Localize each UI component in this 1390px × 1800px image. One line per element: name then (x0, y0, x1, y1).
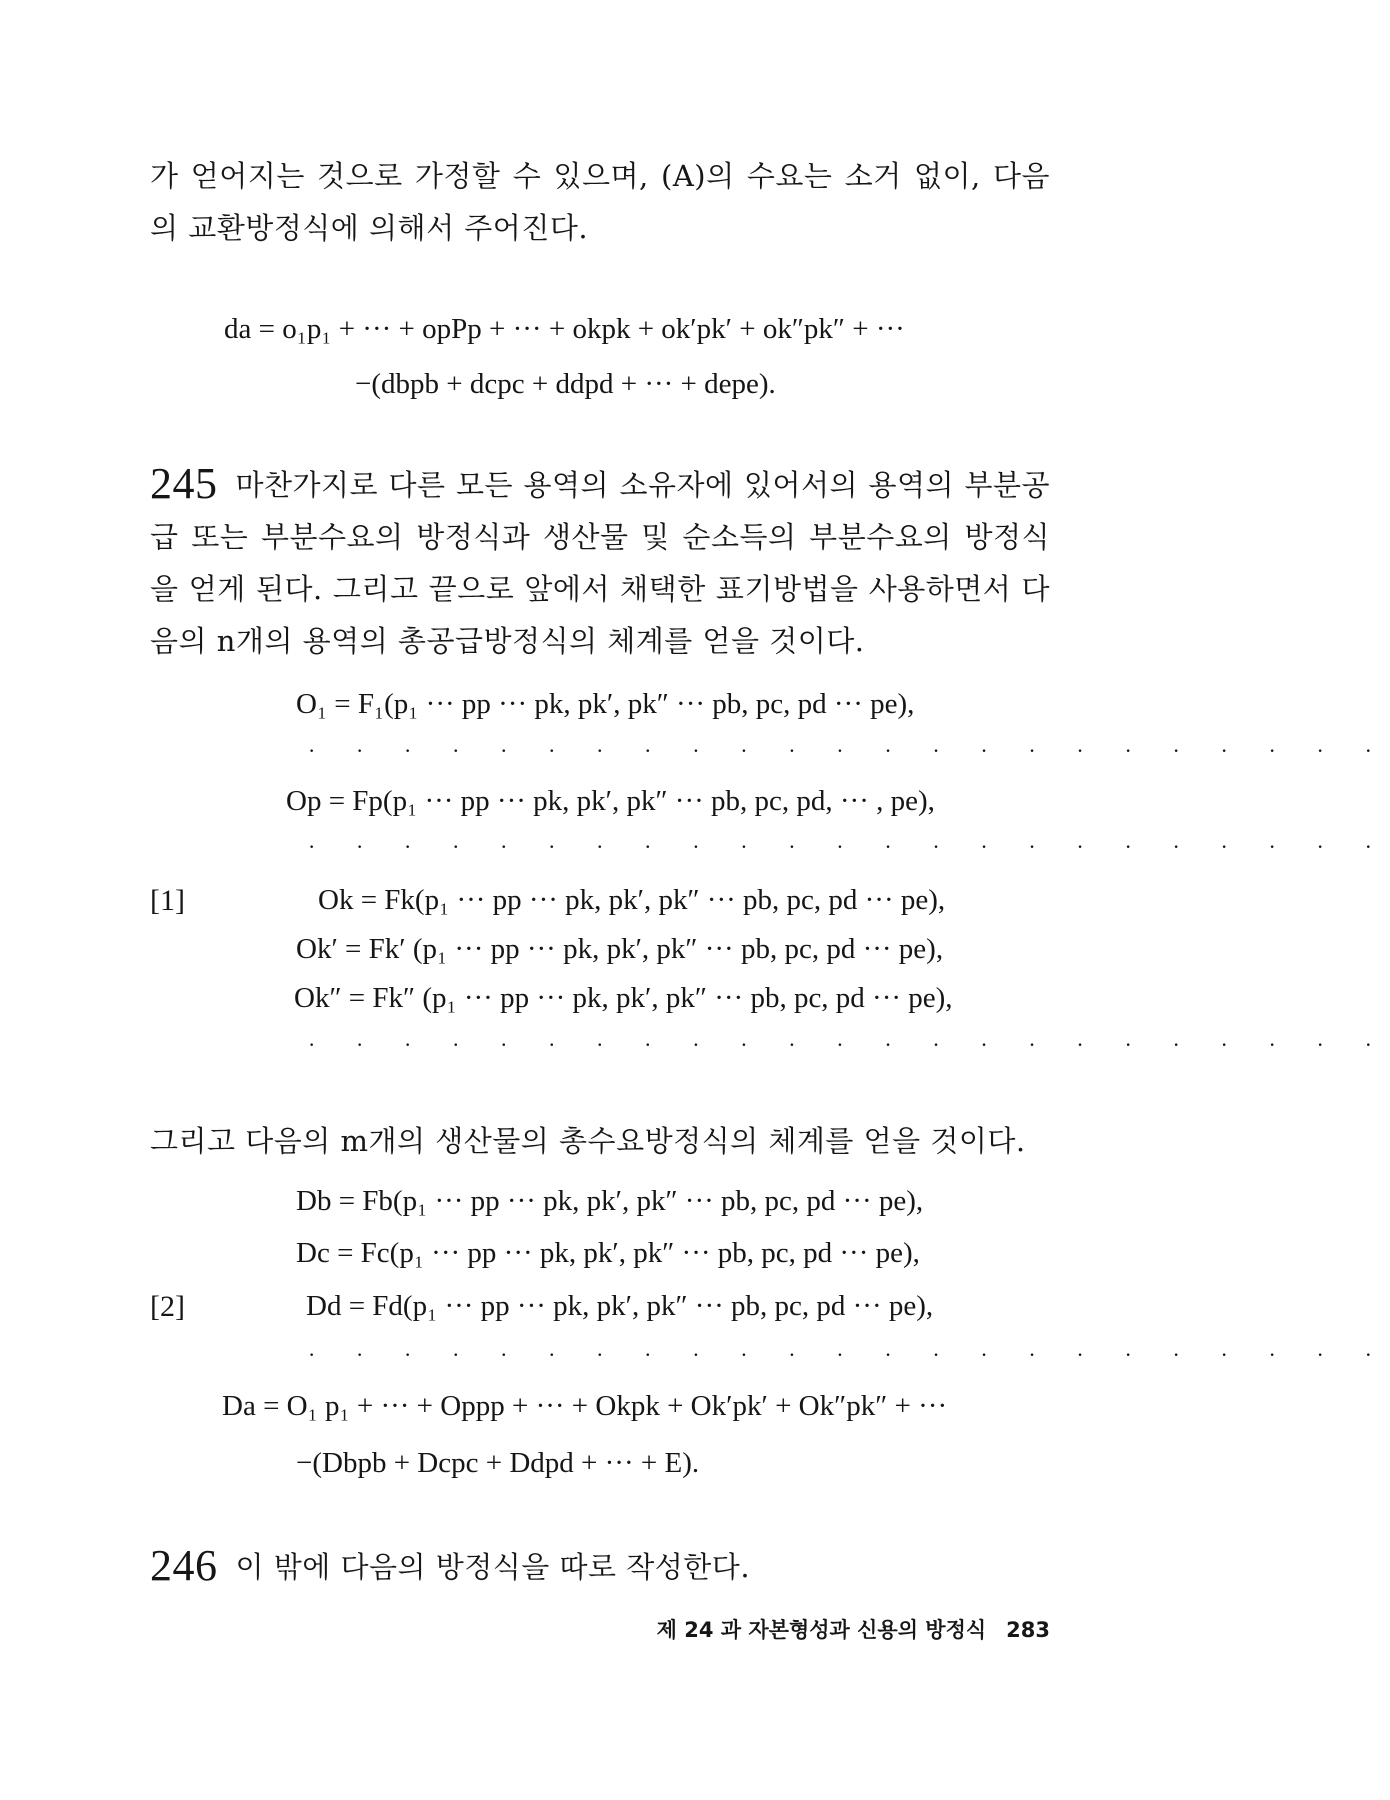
ellipsis-dots-row: · · · · · · · · · · · · · · · · · · · · · · · (308, 1342, 1390, 1367)
intro-paragraph: 가 얻어지는 것으로 가정할 수 있으며, (A)의 수요는 소거 없이, 다음의 교환방정식에 의해서 주어진다. (150, 159, 1050, 245)
section-246-text: 이 밖에 다음의 방정식을 따로 작성한다. (235, 1550, 751, 1584)
demand-equation-Da-line2: −(Dbpb + Dcpc + Ddpd + ··· + E). (296, 1447, 700, 1479)
supply-equation-ok-double-prime: Ok″ = Fk″ (p₁ ··· pp ··· pk, pk′, pk″ ··· pb, pc, pd ··· pe), (294, 982, 953, 1014)
section-245-paragraph (150, 458, 1050, 667)
demand-equation-dc: Dc = Fc(p₁ ··· pp ··· pk, pk′, pk″ ··· pb, pc, pd ··· pe), (296, 1237, 920, 1269)
demand-system-intro: 그리고 다음의 m개의 생산물의 총수요방정식의 체계를 얻을 것이다. (150, 1124, 1026, 1158)
demand-equation-da-line1: da = o₁p₁ + ··· + opPp + ··· + okpk + ok′pk′ + ok″pk″ + ··· (224, 313, 905, 345)
system-1-label: [1] (150, 884, 185, 917)
ellipsis-dots-row: · · · · · · · · · · · · · · · · · · · · · · · (308, 738, 1390, 763)
demand-equation-dd: Dd = Fd(p₁ ··· pp ··· pk, pk′, pk″ ··· pb, pc, pd ··· pe), (306, 1290, 934, 1322)
demand-equation-Da-line1: Da = O₁ p₁ + ··· + Oppp + ··· + Okpk + Ok′pk′ + Ok″pk″ + ··· (222, 1390, 948, 1422)
page-number: 283 (1006, 1618, 1050, 1642)
page-footer (657, 1614, 1050, 1644)
ellipsis-dots-row: · · · · · · · · · · · · · · · · · · · · · · · (308, 1032, 1390, 1057)
demand-equation-da-line2: −(dbpb + dcpc + ddpd + ··· + depe). (355, 368, 776, 400)
supply-equation-ok-prime: Ok′ = Fk′ (p₁ ··· pp ··· pk, pk′, pk″ ··· pb, pc, pd ··· pe), (296, 933, 944, 965)
ellipsis-dots-row: · · · · · · · · · · · · · · · · · · · · · · · (308, 834, 1390, 859)
supply-equation-ok: Ok = Fk(p₁ ··· pp ··· pk, pk′, pk″ ··· pb, pc, pd ··· pe), (318, 884, 946, 916)
supply-equation-o1: O₁ = F₁(p₁ ··· pp ··· pk, pk′, pk″ ··· pb, pc, pd ··· pe), (296, 688, 915, 720)
section-number-245: 245 (150, 459, 218, 508)
demand-equation-db: Db = Fb(p₁ ··· pp ··· pk, pk′, pk″ ··· pb, pc, pd ··· pe), (296, 1185, 924, 1217)
section-number-246: 246 (150, 1541, 218, 1590)
section-246-paragraph (150, 1540, 1050, 1593)
footer-chapter-title: 제 24 과 자본형성과 신용의 방정식 (656, 1618, 987, 1642)
section-245-text: 마찬가지로 다른 모든 용역의 소유자에 있어서의 용역의 부분공급 또는 부분수요의 방정식과 생산물 및 순소득의 부분수요의 방정식을 얻게 된다. 그리고 끝으로 앞에서 채택한 표기방법을 사용하면서 다음의 n개의 용역의 총공급방정식의 체계를 얻을 것이다. (150, 468, 1050, 658)
supply-equation-op: Op = Fp(p₁ ··· pp ··· pk, pk′, pk″ ··· pb, pc, pd, ··· , pe), (286, 785, 935, 817)
system-2-label: [2] (150, 1290, 185, 1323)
